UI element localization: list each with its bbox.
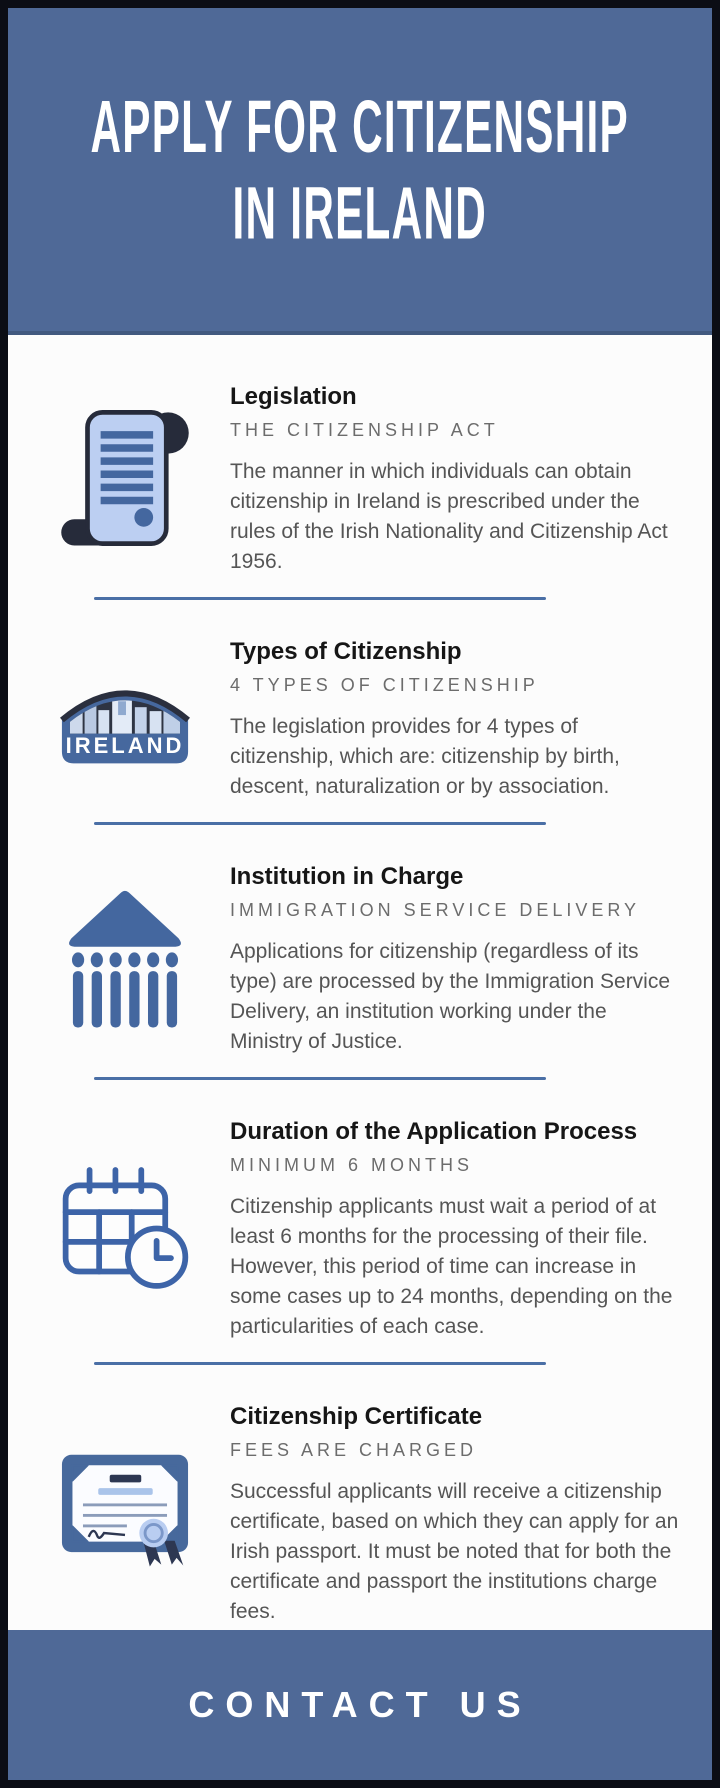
section-icon-column (8, 674, 230, 766)
section-icon-column (8, 403, 230, 558)
section-heading: Institution in Charge (230, 863, 464, 890)
section-text (230, 1118, 680, 1342)
ireland-badge-label: IRELAND (65, 733, 185, 758)
section-legislation (8, 383, 712, 577)
ireland-badge-icon (56, 674, 194, 766)
calendar-clock-icon (57, 1164, 193, 1296)
header-banner (8, 8, 712, 335)
infographic-page (8, 8, 712, 1780)
page-title-line2: IN IRELAND (232, 170, 488, 254)
section-icon-column (8, 1164, 230, 1296)
section-body: Successful applicants will receive a citizenship certificate, based on which they can apply for an Irish passport. It must be noted that for both the certificate and passport the institutions charge fees. (230, 1480, 679, 1623)
section-divider (94, 1077, 546, 1080)
section-icon-column (8, 1449, 230, 1582)
section-text (230, 383, 680, 577)
section-heading: Duration of the Application Process (230, 1118, 638, 1145)
section-divider (94, 822, 546, 825)
section-heading: Types of Citizenship (230, 638, 462, 665)
certificate-seal-icon (58, 1449, 192, 1582)
section-duration (8, 1118, 712, 1342)
section-subtitle: THE CITIZENSHIP ACT (230, 420, 499, 440)
section-body: Citizenship applicants must wait a period of at least 6 months for the processing of their file. However, this period of time can increase in some cases up to 24 months, depending on the particularities of each case. (230, 1195, 673, 1338)
scroll-document-icon (59, 403, 191, 558)
section-body: The manner in which individuals can obtain citizenship in Ireland is prescribed under the rules of the Irish Nationality and Citizenship Act 1956. (230, 460, 668, 573)
section-text (230, 638, 680, 802)
section-heading: Legislation (230, 383, 357, 410)
page-title-line1: APPLY FOR CITIZENSHIP (90, 84, 630, 168)
section-subtitle: IMMIGRATION SERVICE DELIVERY (230, 900, 641, 920)
section-divider (94, 597, 546, 600)
section-icon-column (8, 886, 230, 1035)
section-divider (94, 1362, 546, 1365)
section-heading: Citizenship Certificate (230, 1403, 483, 1430)
section-text (230, 863, 680, 1057)
section-subtitle: MINIMUM 6 MONTHS (230, 1155, 473, 1175)
footer-banner (8, 1630, 712, 1780)
section-text (230, 1403, 680, 1627)
section-body: The legislation provides for 4 types of citizenship, which are: citizenship by birth, descent, naturalization or by association. (230, 715, 620, 798)
government-building-icon (64, 886, 186, 1035)
contact-us-button[interactable]: CONTACT US (188, 1684, 532, 1725)
section-body: Applications for citizenship (regardless of its type) are processed by the Immigration Service Delivery, an institution working under the Ministry of Justice. (230, 940, 671, 1053)
section-subtitle: FEES ARE CHARGED (230, 1440, 478, 1460)
section-citizenship-certificate (8, 1403, 712, 1627)
page-title (91, 83, 630, 255)
content-area (8, 335, 712, 1630)
section-types-of-citizenship (8, 638, 712, 802)
section-institution-in-charge (8, 863, 712, 1057)
section-subtitle: 4 TYPES OF CITIZENSHIP (230, 675, 539, 695)
